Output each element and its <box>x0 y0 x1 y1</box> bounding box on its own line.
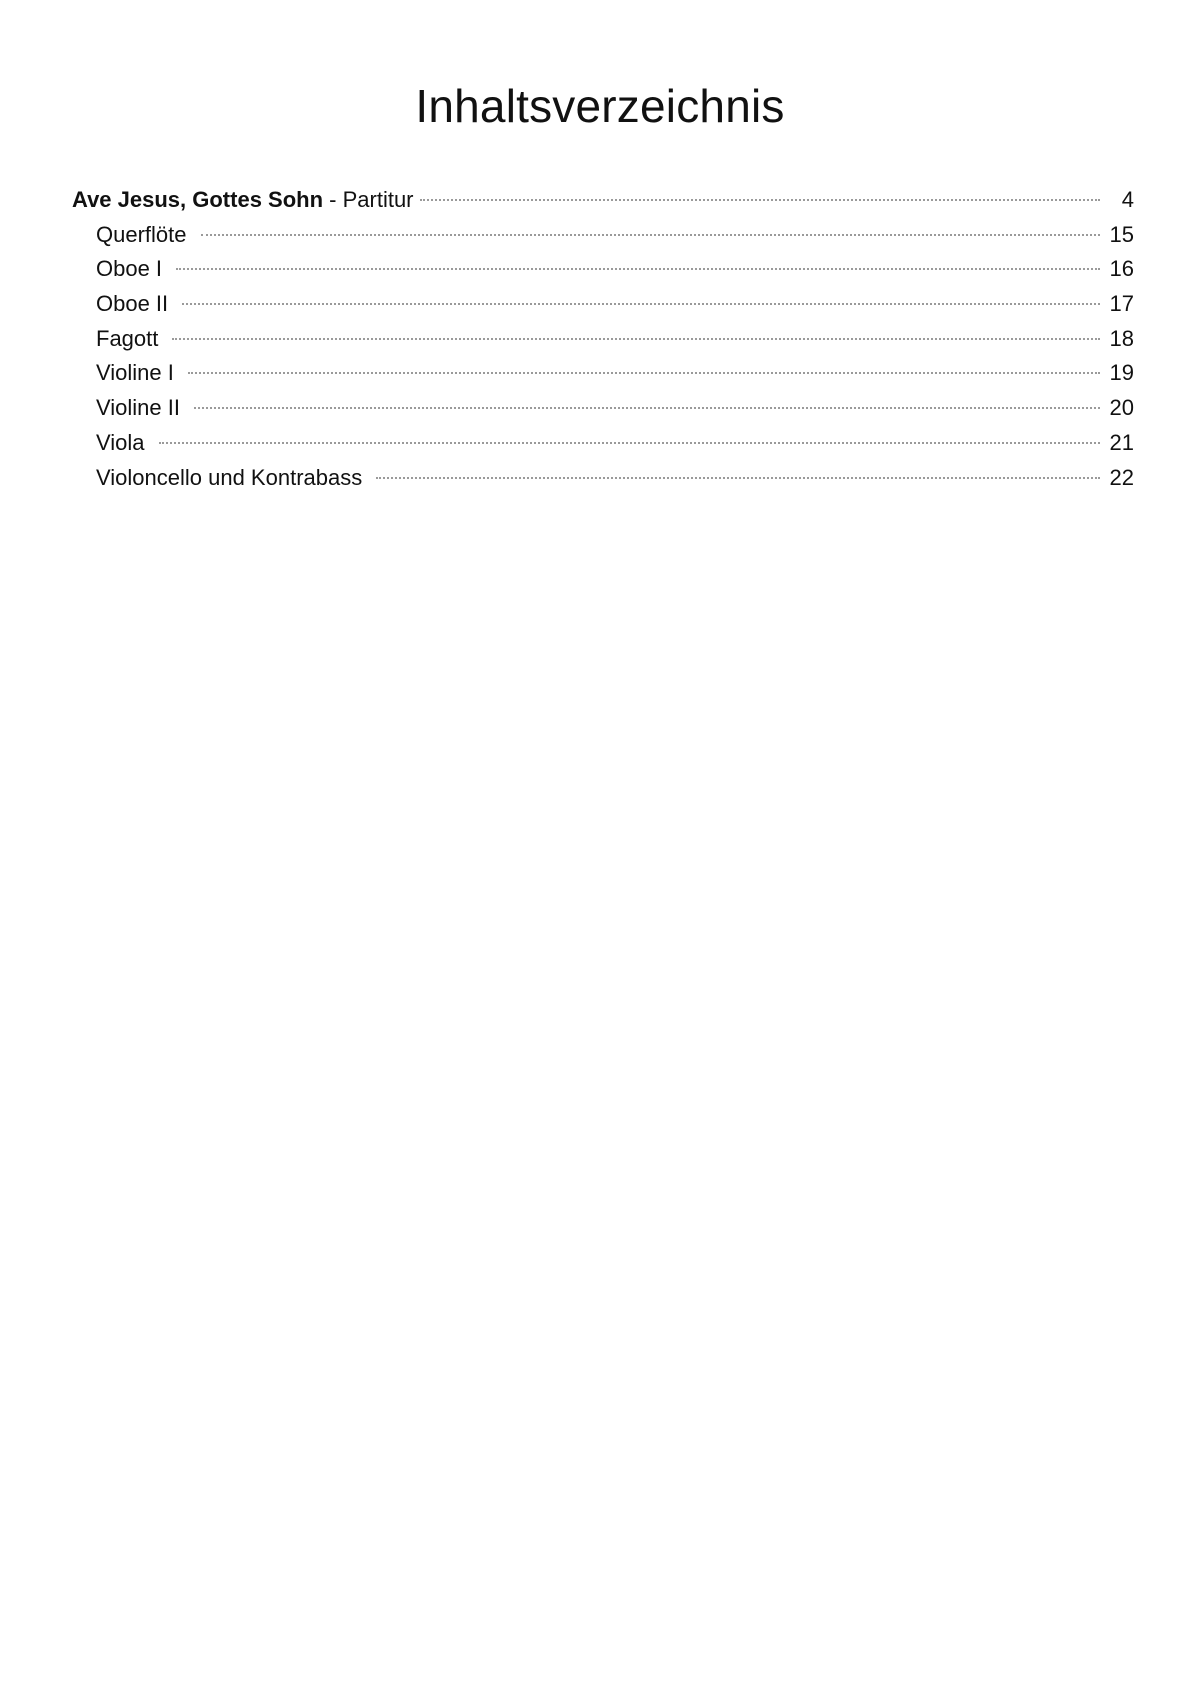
toc-entry-oboe-1 <box>72 252 1134 287</box>
toc-entry-title: Ave Jesus, Gottes Sohn <box>72 187 324 212</box>
dot-leader <box>176 268 1100 270</box>
toc-entry-fagott <box>72 322 1134 357</box>
toc-page-number: 21 <box>1109 429 1134 455</box>
toc-entry-label: Violine I <box>96 360 174 386</box>
dot-leader <box>376 477 1100 479</box>
toc-page-number: 18 <box>1109 325 1134 351</box>
toc-entry-violine-2 <box>72 391 1134 426</box>
toc-entry-violoncello-kontrabass <box>72 461 1134 496</box>
toc-page-number: 22 <box>1109 464 1134 490</box>
toc-entry-suffix: - Partitur <box>323 187 414 212</box>
dot-leader <box>172 338 1100 340</box>
toc-entry-label: Oboe II <box>96 291 169 317</box>
toc-entry-label: Oboe I <box>96 256 163 282</box>
toc-entry-label: Querflöte <box>96 221 187 247</box>
toc-entry-querfloete <box>72 218 1134 253</box>
toc-entry-oboe-2 <box>72 287 1134 322</box>
toc-entry-violine-1 <box>72 356 1134 391</box>
page-title: Inhaltsverzeichnis <box>415 80 785 132</box>
toc-entry-label: Violoncello und Kontrabass <box>96 464 363 490</box>
toc-page-number: 19 <box>1109 360 1134 386</box>
toc-page-number: 4 <box>1121 187 1134 212</box>
toc-entry-label <box>72 183 414 218</box>
toc-page-number: 16 <box>1109 256 1134 282</box>
dot-leader <box>159 442 1100 444</box>
toc-entry-label: Violine II <box>96 395 180 421</box>
toc-page-number: 20 <box>1109 395 1134 421</box>
dot-leader <box>188 372 1100 374</box>
table-of-contents <box>72 183 1134 495</box>
dot-leader <box>420 199 1100 201</box>
toc-entry-label: Fagott <box>96 325 159 351</box>
dot-leader <box>182 303 1100 305</box>
toc-entry-label: Viola <box>96 429 145 455</box>
dot-leader <box>201 234 1101 236</box>
toc-entry-viola <box>72 426 1134 461</box>
dot-leader <box>194 407 1100 409</box>
toc-page-number: 15 <box>1109 221 1134 247</box>
toc-entry-score <box>72 183 1134 218</box>
toc-page-number: 17 <box>1109 291 1134 317</box>
